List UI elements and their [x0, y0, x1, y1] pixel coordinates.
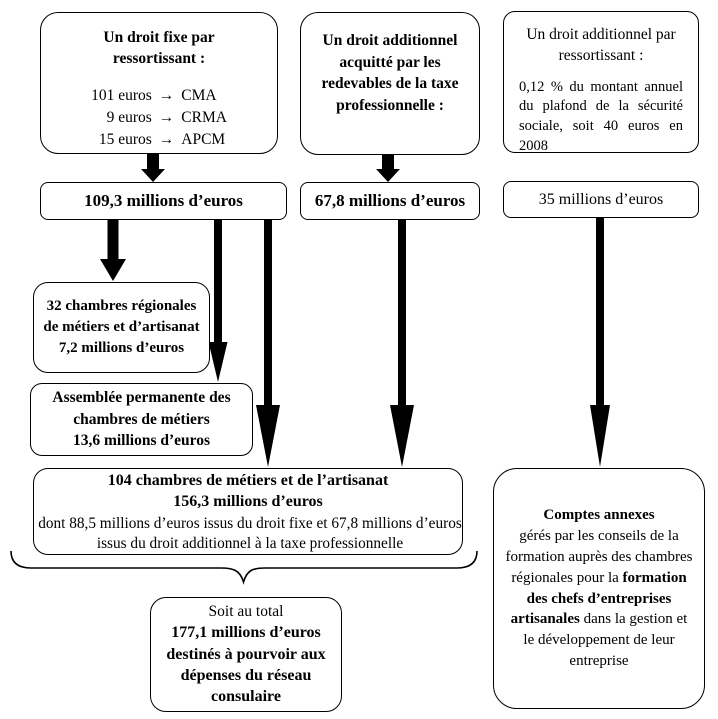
comptes-annexes-emphasis: formation des chefs d’entreprises artisanales — [510, 569, 687, 628]
rate-amount: 101 euros — [91, 86, 152, 104]
rate-amount: 15 euros — [98, 130, 152, 148]
chambres-regionales-name: 32 chambres régionales de métiers et d’artisanat — [43, 298, 200, 335]
droit-fixe-title: Un droit fixe par ressortissant : — [103, 29, 215, 67]
arrow-montant-fixe-to-assemblee — [209, 219, 228, 382]
amount-box-droit-fixe — [40, 182, 287, 220]
right-arrow-glyph: → — [158, 108, 175, 126]
arrow-droit-fixe-to-montant — [141, 153, 165, 182]
amount-droit-fixe: 109,3 millions d’euros — [84, 191, 243, 210]
comptes-annexes-tail: dans la gestion et le développement de leur entreprise — [523, 611, 688, 670]
chambres-metiers-detail: dont 88,5 millions d’euros issus du droit fixe et 67,8 millions d’euros issus du droit additionnel à la taxe professionnelle — [38, 514, 462, 552]
amount-droit-additionnel-tp: 67,8 millions d’euros — [314, 191, 466, 210]
right-arrow-glyph: → — [158, 130, 175, 148]
arrow-droit-additionnel-tp-to-montant — [376, 153, 400, 182]
source-box-droit-additionnel-tp — [300, 12, 480, 155]
source-box-droit-fixe — [40, 12, 278, 154]
amount-box-droit-additionnel-ressortissant — [503, 181, 699, 218]
arrow-montant-fixe-to-chambres-metiers — [256, 219, 280, 467]
comptes-annexes-text — [505, 505, 693, 672]
brace-total — [11, 551, 477, 582]
recipient-box-chambres-regionales — [33, 282, 210, 373]
chambres-metiers-amount: 156,3 millions d’euros — [173, 493, 323, 511]
amount-box-droit-additionnel-tp — [300, 182, 480, 220]
arrow-montant-tp-to-chambres-metiers — [390, 219, 414, 467]
recipient-box-comptes-annexes — [493, 468, 705, 709]
comptes-annexes-middle: gérés par les conseils de la formation auprès des chambres régionales pour la — [505, 527, 693, 586]
chambres-regionales-amount: 7,2 millions d’euros — [58, 340, 185, 356]
assemblee-permanente-amount: 13,6 millions d’euros — [72, 432, 211, 450]
chambres-metiers-name: 104 chambres de métiers et de l’artisanat — [107, 471, 389, 489]
source-box-droit-additionnel-ressortissant — [503, 11, 699, 153]
comptes-annexes-lead: Comptes annexes — [543, 507, 655, 524]
arrow-montant-res-to-comptes-annexes — [590, 217, 610, 467]
recipient-box-chambres-metiers — [33, 468, 463, 555]
right-arrow-glyph: → — [158, 86, 175, 104]
arrow-montant-fixe-to-chambres-regionales — [100, 219, 126, 281]
recipient-box-assemblee-permanente — [30, 383, 253, 456]
total-box — [150, 597, 342, 712]
total-amount-text: 177,1 millions d’euros destinés à pourvoir aux dépenses du réseau consulaire — [166, 624, 326, 706]
amount-droit-additionnel-ressortissant: 35 millions d’euros — [538, 190, 664, 208]
rate-target: CRMA — [181, 108, 227, 126]
rate-target: CMA — [181, 86, 217, 104]
droit-additionnel-ressortissant-body: 0,12 % du montant annuel du plafond de la sécurité sociale, soit 40 euros en 2008 — [519, 78, 683, 154]
rate-target: APCM — [181, 130, 226, 148]
rate-amount: 9 euros — [106, 108, 152, 126]
droit-additionnel-tp-title: Un droit additionnel acquitté par les redevables de la taxe professionnelle : — [321, 32, 459, 115]
droit-fixe-rates-list — [91, 85, 227, 151]
assemblee-permanente-name: Assemblée permanente des chambres de métiers — [52, 388, 231, 428]
total-lead: Soit au total — [208, 602, 284, 620]
droit-additionnel-ressortissant-title: Un droit additionnel par ressortissant : — [526, 26, 676, 64]
